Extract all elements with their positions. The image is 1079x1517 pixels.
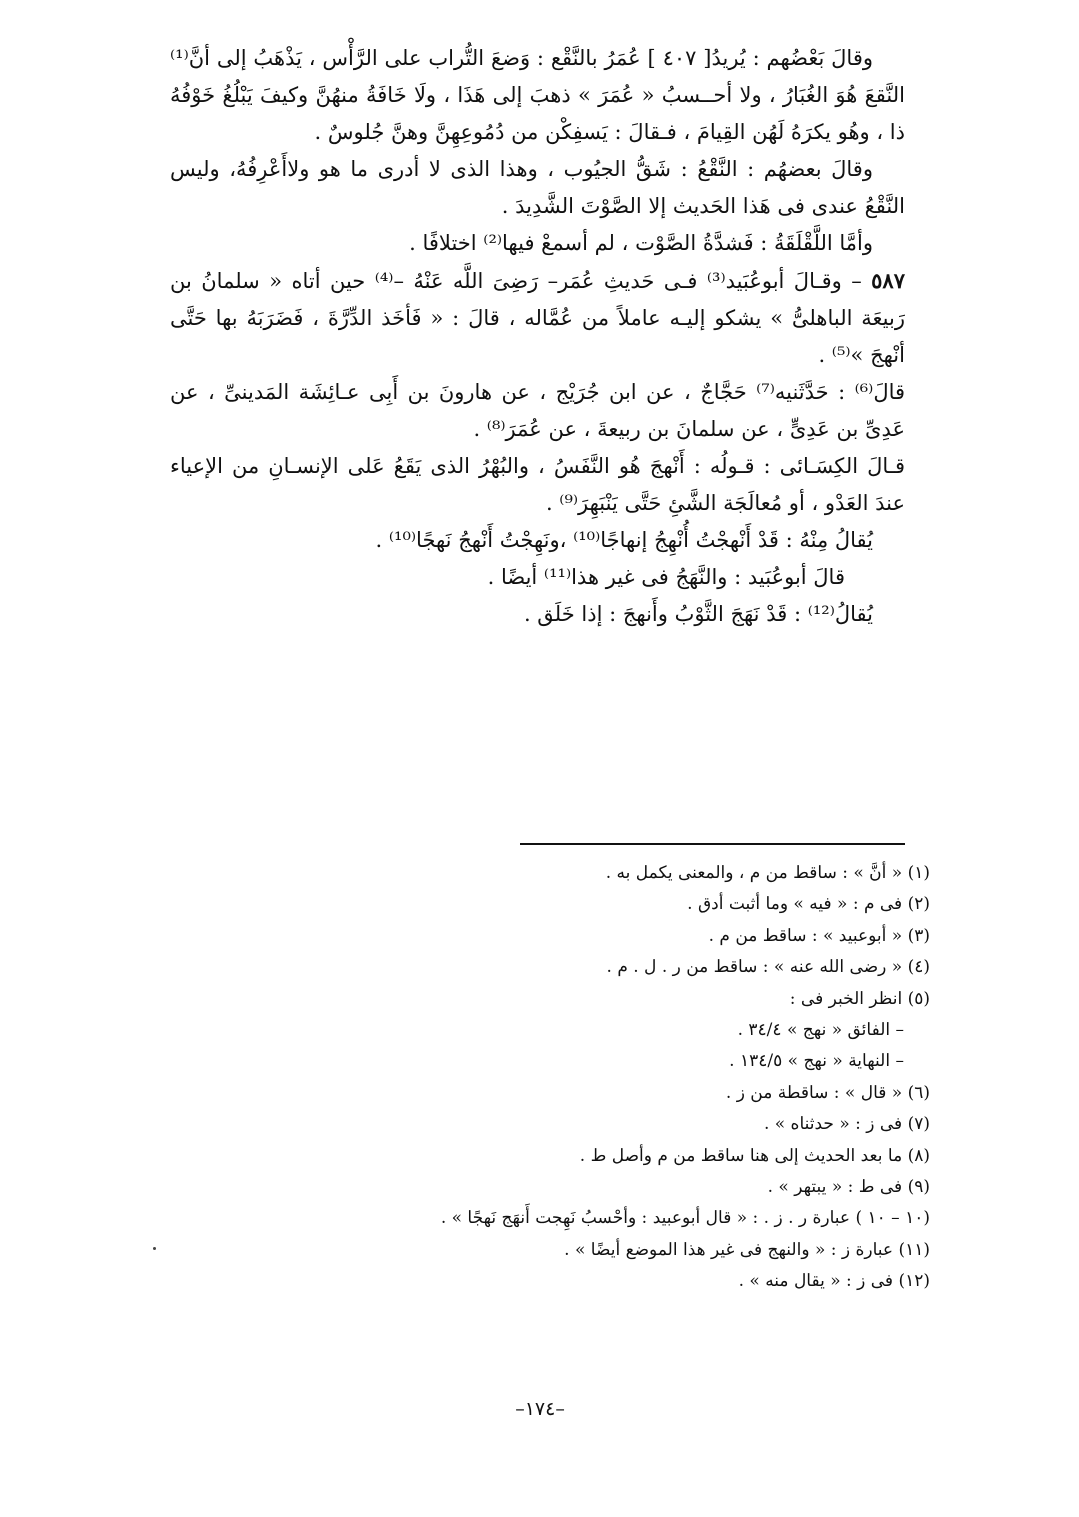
scan-speck — [153, 1247, 156, 1250]
footnote-2: (٢) فى م : « فيه » وما أثبت أدق . — [687, 894, 930, 915]
footnote-1: (١) « أنَّ » : ساقط من م ، والمعنى يكمل به . — [605, 863, 930, 883]
footnote-3: (٣) « أبوعبيد » : ساقط من م . — [708, 925, 930, 946]
footnote-9: (٩) فى ط : « يبتهر » . — [767, 1177, 930, 1198]
footnote-11: (١١) عبارة ز : « والنهج فى غير هذا الموضع أيضًا » . — [564, 1239, 930, 1260]
paragraph-nahaj-other: قالَ أبوعُبَيد : والنَّهَجُ فى غير هذا⁽¹¹⁾ أيضًا . — [487, 565, 845, 589]
main-text-block — [170, 40, 905, 633]
paragraph-anhajtu: يُقالُ مِنْهُ : قَدْ أَنْهجْتُ أُنْهِجُ إنهاجًا⁽¹⁰⁾ ،ونَهِجْتُ أَنْهجُ نَهجًا⁽¹⁰⁾ . — [375, 528, 873, 552]
footnote-8: (٨) ما بعد الحديث إلى هنا ساقط من م وأصل ط . — [579, 1145, 930, 1166]
paragraph-naqa-tearing: وقالَ بعضهُم : النَّقْعُ : شَقُّ الجيُوب ، وهذا الذى لا أدرى ما هو ولاأَعْرِفُهُ، وليس النَّقْعُ عندى فى هَذا الحَديث إلا الصَّوْتَ الشَّدِيدَ . — [170, 157, 905, 218]
paragraph-587-text: – وقـالَ أبوعُبَيد⁽³⁾ فـى حَديثِ عُمَر– رَضِىَ اللَّه عَنْهُ –⁽⁴⁾ حين أتاه « سلمانُ بن رَبيعَة الباهلىُّ » يشكو إليـه عاملاً من عُمَّاله ، قالَ : « فَأخَذ الدِّرَّةَ ، فَضَرَبَهُ بها حَتَّى أنْهجَ »⁽⁵⁾ . — [170, 269, 905, 367]
footnote-divider — [520, 843, 905, 845]
paragraph-isnad: قالَ⁽⁶⁾ : حَدَّثَنيه⁽⁷⁾ حَجَّاجٌ ، عن ابن جُرَيْج ، عن هارونَ بن أَبِى عـائِشَة المَدينىِّ ، عن عَدِىِّ بن عَدِىٍّ ، عن سلمانَ بن ربيعةَ ، عن عُمَرَ⁽⁸⁾ . — [170, 380, 906, 441]
footnote-12: (١٢) فى ز : « يقال منه » . — [738, 1271, 930, 1292]
footnote-7: (٧) فى ز : « حدثناه » . — [763, 1114, 930, 1135]
footnote-10: (١٠ – ١٠ ) عبارة ر . ز . : « قال أبوعبيد : وأحْسبُ نَهِجت أَنهَج نَهجًا » . — [440, 1208, 930, 1229]
footnote-5: (٥) انظر الخبر فى : — [789, 988, 930, 1009]
footnote-5-source-faiq: – الفائق « نهج » ٣٤/٤ . — [737, 1020, 904, 1041]
footnote-5-source-nihaya: – النهاية « نهج » ١٣٤/٥ . — [729, 1051, 904, 1072]
page-number: –١٧٤– — [515, 1398, 565, 1420]
paragraph-naqa-dust: وقالَ بَعْضُهم : يُريدُ[ ٤٠٧ ] عُمَرُ بالنَّقْع : وَضعَ التُّراب على الرَّأْس ، يَذْهَبُ إلى أنَّ⁽¹⁾ النَّقعَ هُوَ الغُبَارُ ، ولا أحــسبُ « عُمَرَ » ذهبَ إلى هَذَا ، ولَا خَافَةُ منهُنَّ وكيفَ يَبْلُغُ خَوْفُهُ ذا ، وهُو يكرَهُ لَهُن القِيامَ ، فـقالَ : يَسفِكْن من دُمُوعِهِنَّ وهنَّ جُلوسٌ . — [170, 46, 905, 144]
entry-number: ٥٨٧ — [871, 268, 905, 293]
paragraph-kisai: قـالَ الكِسَـائى : قـولُه : أَنْهجَ هُو النَّفَسُ ، والبُهْرُ الذى يَقَعُ عَلى الإنسـانِ من الإعياء عندَ العَدْو ، أو مُعالَجَة الشَّئِ حَتَّى يَنْبَهِرَ⁽⁹⁾ . — [170, 454, 905, 515]
footnote-4: (٤) « رضى الله عنه » : ساقط من ر . ل . م . — [606, 957, 930, 978]
paragraph-thawb: يُقالُ⁽¹²⁾ : قَدْ نَهَجَ الثَّوْبُ وأَنهجَ : إذا خَلَق . — [523, 602, 873, 626]
paragraph-laqlaqa: وأمَّا اللَّقْلَقَةُ : فَشدَّةُ الصَّوْت ، لم أسمعْ فيها⁽²⁾ اختلافًا . — [409, 231, 873, 255]
footnotes-block — [250, 858, 930, 1298]
paragraph-587-hadith — [170, 262, 905, 374]
footnote-6: (٦) « قال » : ساقطة من ز . — [725, 1082, 930, 1103]
